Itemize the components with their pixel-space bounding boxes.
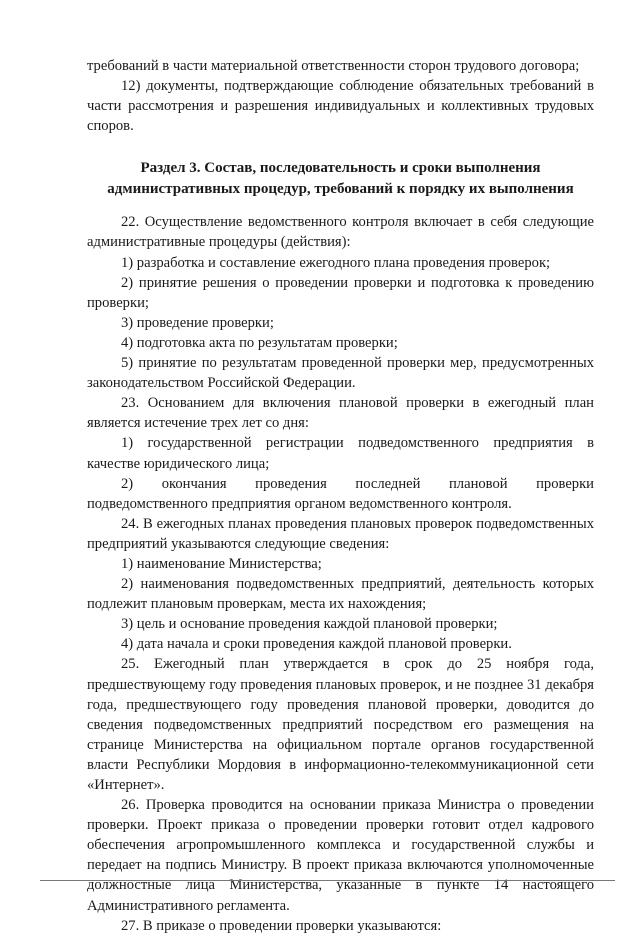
list-item: 5) принятие по результатам проведенной проверки мер, предусмотренных законодательством Российской Федерации. [87, 355, 594, 392]
list-item: 2) принятие решения о проведении проверки и подготовка к проведению проверки; [87, 274, 594, 311]
list-item: 1) разработка и составление ежегодного плана проведения проверок; [121, 254, 551, 271]
section-title: Раздел 3. Состав, последовательность и сроки выполнения административных процедур, требований к порядку их выполнения [107, 160, 574, 197]
paragraph-26: 26. Проверка проводится на основании приказа Министра о проведении проверки. Проект приказа о проведении проверки готовит отдел кадрового обеспечения агропромышленного комплекса и государственной службы и передает на подпись Министру. В проект приказа включаются уполномоченные должностные лица Министерства, указанные в пункте 14 настоящего Административного регламента. [87, 797, 594, 914]
list-item: 2) окончания проведения последней плановой проверки подведомственного предприятия органом ведомственного контроля. [87, 475, 594, 512]
paragraph-22: 22. Осуществление ведомственного контроля включает в себя следующие административные процедуры (действия): [87, 214, 594, 251]
list-item: 3) цель и основание проведения каждой плановой проверки; [121, 616, 498, 633]
paragraph-25: 25. Ежегодный план утверждается в срок до 25 ноября года, предшествующему году проведения плановых проверок, и не позднее 31 декабря года, предшествующего году проведения плановой проверки, доводится до сведения подведомственных предприятий посредством его размещения на странице Министерства на официальном портале органов государственной власти Республики Мордовия в информационно-телекоммуникационной сети «Интернет». [87, 656, 594, 793]
list-item: 1) государственной регистрации подведомственного предприятия в качестве юридического лица; [87, 435, 594, 472]
list-item: 2) наименования подведомственных предприятий, деятельность которых подлежит плановым проверкам, места их нахождения; [87, 576, 594, 613]
list-item: 3) проведение проверки; [121, 314, 274, 331]
paragraph-24: 24. В ежегодных планах проведения плановых проверок подведомственных предприятий указываются следующие сведения: [87, 515, 594, 552]
continuation-paragraph-2: 12) документы, подтверждающие соблюдение обязательных требований в части рассмотрения и разрешения индивидуальных и коллективных трудовых споров. [87, 78, 594, 135]
list-item: 4) дата начала и сроки проведения каждой плановой проверки. [121, 636, 512, 653]
paragraph-23: 23. Основанием для включения плановой проверки в ежегодный план является истечение трех лет со дня: [87, 395, 594, 432]
list-item: 4) подготовка акта по результатам проверки; [121, 334, 398, 351]
document-page [87, 56, 594, 936]
list-item: 1) наименование Министерства; [121, 555, 322, 572]
paragraph-27: 27. В приказе о проведении проверки указываются: [121, 917, 442, 934]
continuation-paragraph-1: требований в части материальной ответственности сторон трудового договора; [87, 58, 580, 74]
bottom-divider [40, 880, 615, 881]
